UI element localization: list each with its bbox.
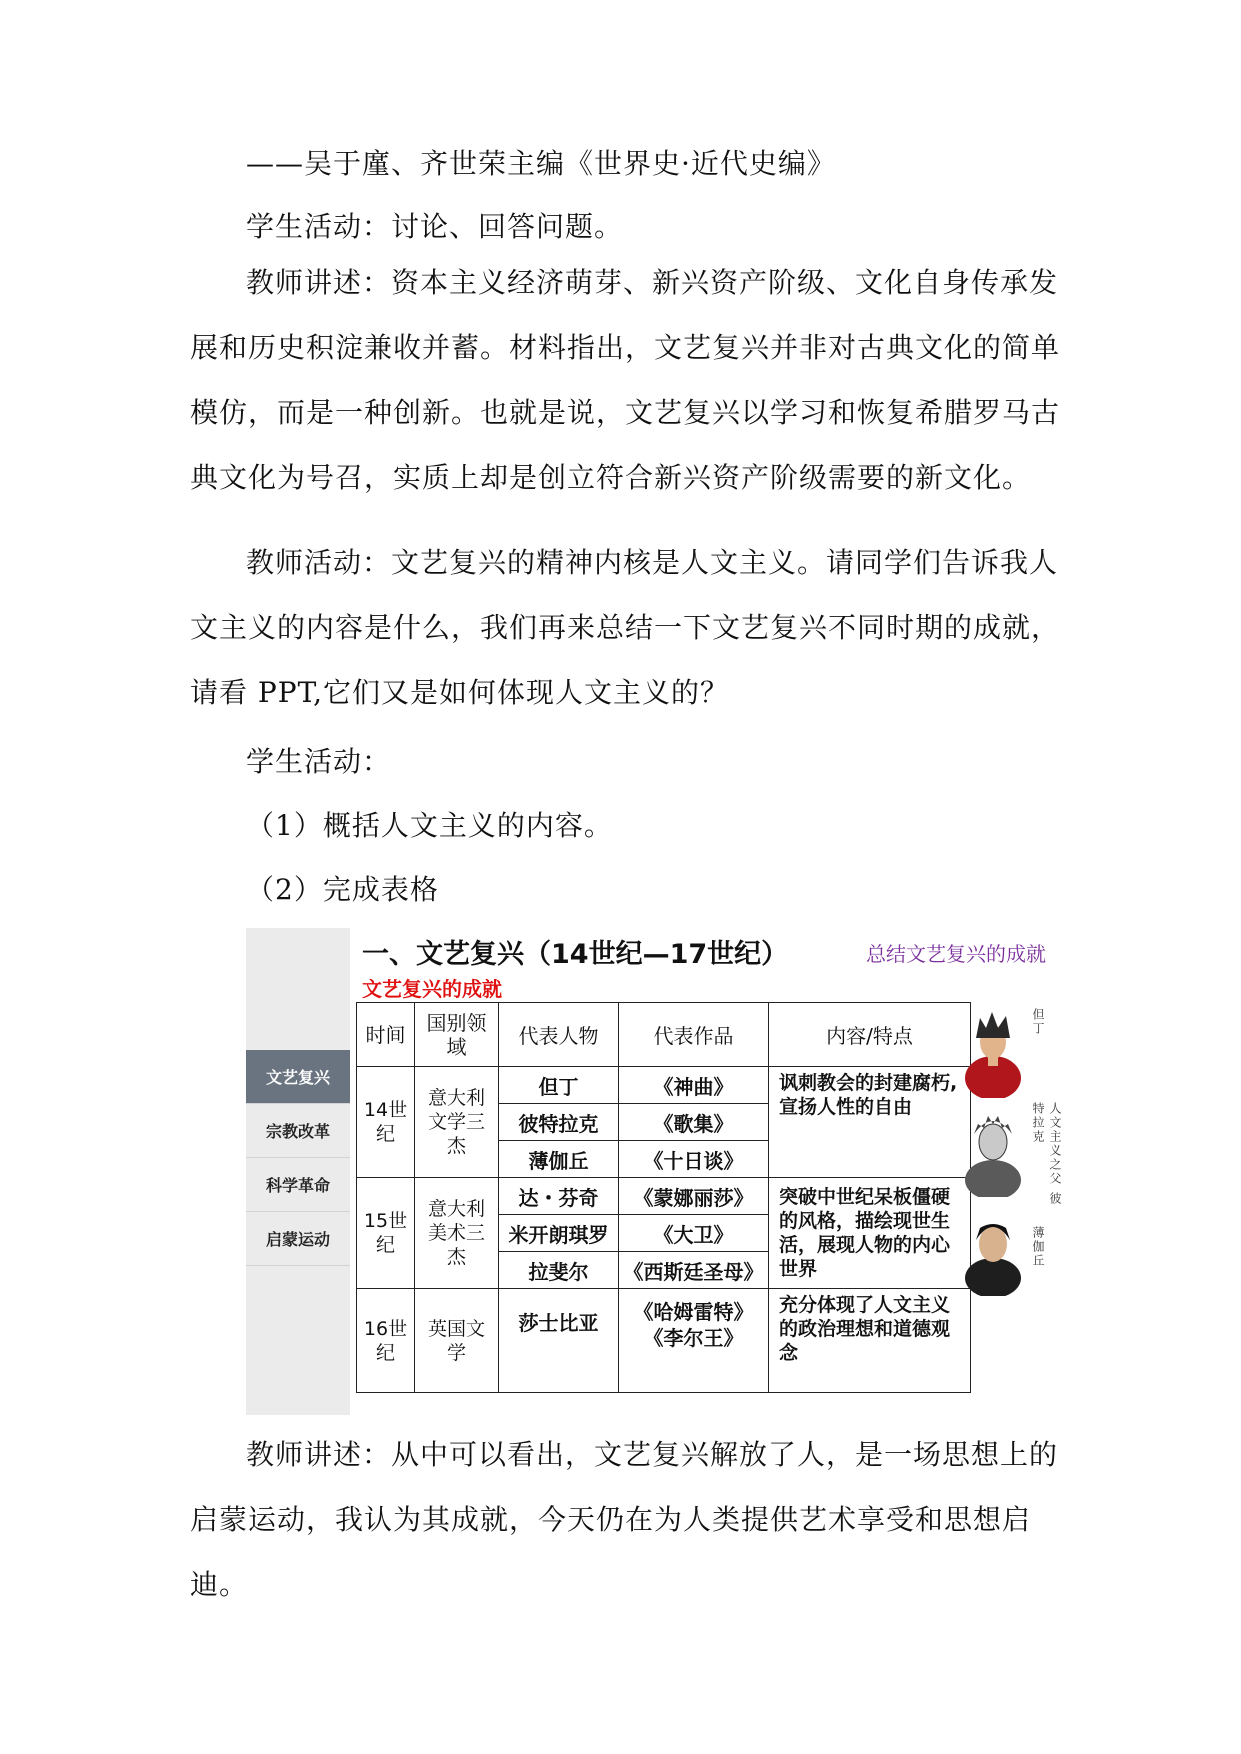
portrait-label-dante: 但丁: [1031, 1008, 1045, 1036]
feature-cell: 突破中世纪呆板僵硬的风格，描绘现世生活，展现人物的内心世界: [769, 1178, 971, 1289]
work-cell: 《大卫》: [619, 1215, 769, 1252]
work-cell: 《蒙娜丽莎》: [619, 1178, 769, 1215]
header-field: 国别领域: [415, 1003, 499, 1067]
task-2: （2）完成表格: [246, 873, 439, 906]
dante-portrait: [962, 1008, 1024, 1098]
nav-item-scientific-revolution: 科学革命: [246, 1158, 350, 1212]
achievements-table: [356, 1002, 971, 1393]
nav-item-renaissance: 文艺复兴: [246, 1050, 350, 1104]
slide-summary-label: 总结文艺复兴的成就: [866, 942, 1046, 966]
source-citation: ——吴于廑、齐世荣主编《世界史·近代史编》: [246, 147, 836, 180]
portrait-column: [962, 998, 1072, 1308]
person-cell: 拉斐尔: [499, 1252, 619, 1289]
teacher-narration-2: 教师讲述：从中可以看出，文艺复兴解放了人，是一场思想上的启蒙运动，我认为其成就，今天仍在为人类提供艺术享受和思想启迪。: [190, 1438, 1059, 1601]
feature-cell: 讽刺教会的封建腐朽,宣扬人性的自由: [769, 1067, 971, 1178]
work-cell: 《西斯廷圣母》: [619, 1252, 769, 1289]
work-cell: 《哈姆雷特》《李尔王》: [619, 1289, 769, 1393]
slide-subtitle: 文艺复兴的成就: [362, 977, 502, 1001]
field-cell: 英国文学: [415, 1289, 499, 1393]
person-cell: 莎士比亚: [499, 1289, 619, 1393]
table-row: [357, 1067, 971, 1104]
teacher-activity: 教师活动：文艺复兴的精神内核是人文主义。请同学们告诉我人文主义的内容是什么，我们再来总结一下文艺复兴不同时期的成就，请看 PPT,它们又是如何体现人文主义的？: [190, 546, 1061, 709]
time-cell: 14世纪: [357, 1067, 415, 1178]
person-cell: 彼特拉克: [499, 1104, 619, 1141]
work-cell: 《歌集》: [619, 1104, 769, 1141]
slide-title: 一、文艺复兴（14世纪—17世纪）: [362, 939, 789, 970]
ppt-slide-image: [246, 928, 1066, 1415]
person-cell: 薄伽丘: [499, 1141, 619, 1178]
portrait-label-petrarch: 人文主义之父 彼特拉克: [1031, 1102, 1062, 1206]
nav-item-reformation: 宗教改革: [246, 1104, 350, 1158]
nav-item-enlightenment: 启蒙运动: [246, 1212, 350, 1266]
table-row: [357, 1289, 971, 1393]
student-activity-2: 学生活动：: [246, 745, 392, 778]
person-cell: 达・芬奇: [499, 1178, 619, 1215]
task-1: （1）概括人文主义的内容。: [246, 809, 613, 842]
work-cell: 《十日谈》: [619, 1141, 769, 1178]
petrarch-portrait: [962, 1102, 1024, 1197]
header-work: 代表作品: [619, 1003, 769, 1067]
slide-nav: [246, 928, 350, 1415]
feature-cell: 充分体现了人文主义的政治理想和道德观念: [769, 1289, 971, 1393]
header-person: 代表人物: [499, 1003, 619, 1067]
time-cell: 15世纪: [357, 1178, 415, 1289]
person-cell: 米开朗琪罗: [499, 1215, 619, 1252]
field-cell: 意大利文学三杰: [415, 1067, 499, 1178]
student-activity-1: 学生活动：讨论、回答问题。: [246, 210, 624, 243]
header-feature: 内容/特点: [769, 1003, 971, 1067]
work-cell: 《神曲》: [619, 1067, 769, 1104]
field-cell: 意大利美术三杰: [415, 1178, 499, 1289]
table-header-row: [357, 1003, 971, 1067]
table-row: [357, 1178, 971, 1215]
person-cell: 但丁: [499, 1067, 619, 1104]
time-cell: 16世纪: [357, 1289, 415, 1393]
boccaccio-portrait: [962, 1206, 1024, 1296]
teacher-narration-1: 教师讲述：资本主义经济萌芽、新兴资产阶级、文化自身传承发展和历史积淀兼收并蓄。材料指出，文艺复兴并非对古典文化的简单模仿，而是一种创新。也就是说，文艺复兴以学习和恢复希腊罗马古典文化为号召，实质上却是创立符合新兴资产阶级需要的新文化。: [190, 266, 1061, 494]
portrait-label-boccaccio: 薄伽丘: [1031, 1226, 1045, 1268]
header-time: 时间: [357, 1003, 415, 1067]
